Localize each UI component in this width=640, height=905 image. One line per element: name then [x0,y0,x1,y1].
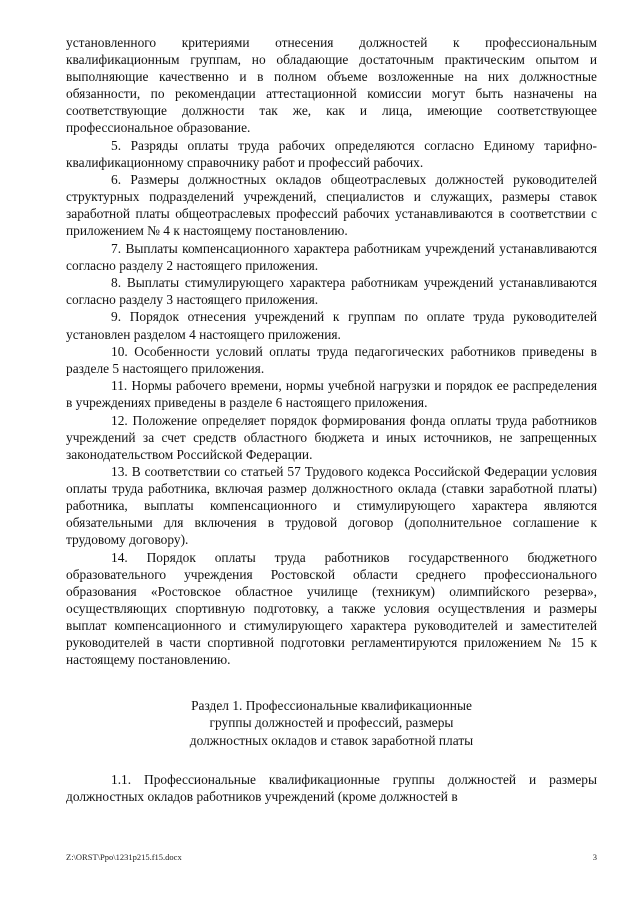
paragraph-item-6: 6. Размеры должностных окладов общеотраслевых должностей руководителей структурных подразделений учреждений, специалистов и служащих, размеры ставок заработной платы общеотраслевых профессий рабочих устанавливаются в соответствии с приложением № 4 к настоящему постановлению. [66,172,597,239]
footer-page-number: 3 [592,852,597,862]
document-page [66,34,597,805]
footer-file-path: Z:\ORST\Ppo\1231p215.f15.docx [66,852,182,862]
paragraph-item-10: 10. Особенности условий оплаты труда педагогических работников приведены в разделе 5 настоящего приложения. [66,343,597,376]
paragraph-item-12: 12. Положение определяет порядок формирования фонда оплаты труда работников учреждений за счет средств областного бюджета и иных источников, не запрещенных законодательством Российской Федерации. [66,412,597,462]
paragraph-item-1-1: 1.1. Профессиональные квалификационные группы должностей и размеры должностных окладов работников учреждений (кроме должностей в [66,771,597,804]
paragraph-item-11: 11. Нормы рабочего времени, нормы учебной нагрузки и порядок ее распределения в учреждениях приведены в разделе 6 настоящего приложения. [66,378,597,411]
section-heading-line-3: должностных окладов и ставок заработной платы [189,732,474,748]
paragraph-item-5: 5. Разряды оплаты труда рабочих определяются согласно Единому тарифно-квалификационному справочнику работ и профессий рабочих. [66,137,597,170]
paragraph-continuation: установленного критериями отнесения должностей к профессиональным квалификационным группам, но обладающие достаточным практическим опытом и выполняющие качественно и в полном объеме возложенные на них должностные обязанности, по рекомендации аттестационной комиссии могут быть назначены на соответствующие должности так же, как и лица, имеющие соответствующее профессиональное образование. [66,35,597,136]
section-heading [66,697,597,748]
section-heading-line-2: группы должностей и профессий, размеры [209,715,454,731]
paragraph-item-14: 14. Порядок оплаты труда работников государственного бюджетного образовательного учреждения Ростовской области среднего профессионального образования «Ростовское областное училище (техникум) олимпийского резерва», осуществляющих спортивную подготовку, а также условия осуществления и размеры выплат компенсационного и стимулирующего характера руководителей и заместителей руководителей в части спортивной подготовки регламентируются приложением № 15 к настоящему постановлению. [66,549,597,668]
paragraph-item-7: 7. Выплаты компенсационного характера работникам учреждений устанавливаются согласно разделу 2 настоящего приложения. [66,240,597,273]
paragraph-item-9: 9. Порядок отнесения учреждений к группам по оплате труда руководителей установлен разделом 4 настоящего приложения. [66,309,597,342]
body-paragraphs [66,34,597,668]
paragraph-item-8: 8. Выплаты стимулирующего характера работникам учреждений устанавливаются согласно разделу 3 настоящего приложения. [66,275,597,308]
paragraph-item-13: 13. В соответствии со статьей 57 Трудового кодекса Российской Федерации условия оплаты труда работника, включая размер должностного оклада (ставки заработной платы) работника, выплаты компенсационного и стимулирующего характера являются обязательными для включения в трудовой договор (дополнительное соглашение к трудовому договору). [66,464,597,548]
section-heading-line-1: Раздел 1. Профессиональные квалификационные [191,698,472,714]
page-footer [66,852,597,862]
